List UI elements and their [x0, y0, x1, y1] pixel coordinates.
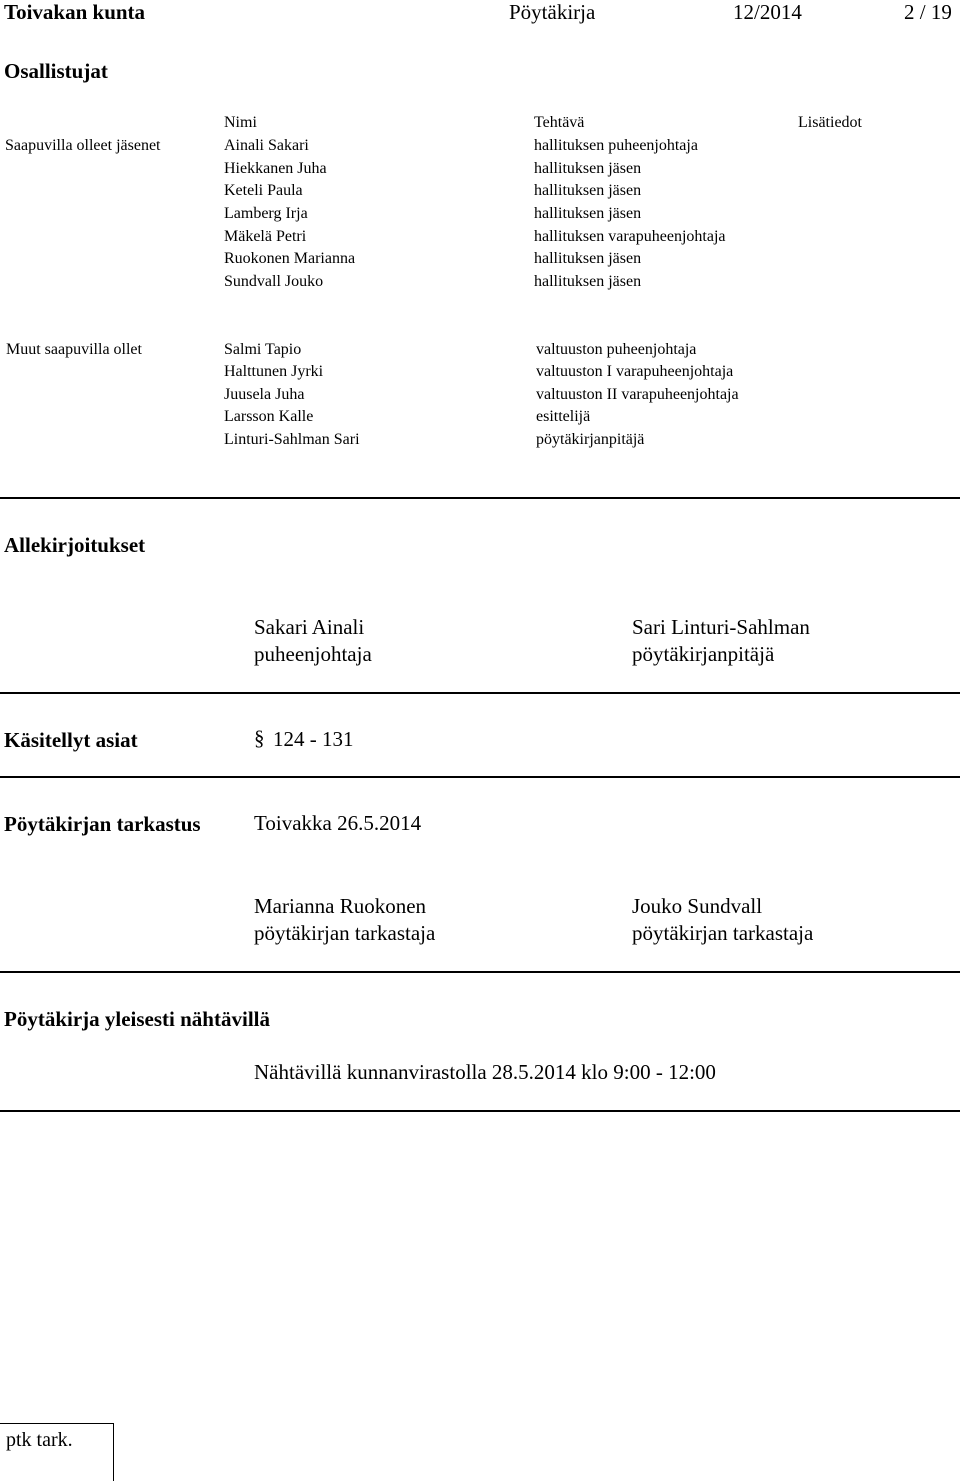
public-availability-title: Pöytäkirja yleisesti nähtävillä: [4, 1007, 270, 1031]
other-role: esittelijä: [536, 408, 591, 425]
member-name: Ruokonen Marianna: [224, 250, 356, 267]
member-role: hallituksen jäsen: [534, 273, 642, 290]
chair-role: puheenjohtaja: [254, 642, 372, 666]
column-header-role: Tehtävä: [534, 114, 585, 131]
divider: [0, 692, 960, 694]
inspection-title: Pöytäkirjan tarkastus: [4, 812, 201, 836]
document-number: 12/2014: [733, 0, 802, 24]
document-type: Pöytäkirja: [509, 0, 596, 24]
secretary-role: pöytäkirjanpitäjä: [632, 642, 775, 666]
divider: [0, 776, 960, 778]
other-role: valtuuston I varapuheenjohtaja: [536, 363, 734, 380]
other-role: pöytäkirjanpitäjä: [536, 431, 645, 448]
other-role: valtuuston puheenjohtaja: [536, 341, 697, 358]
other-name: Linturi-Sahlman Sari: [224, 431, 360, 448]
member-name: Hiekkanen Juha: [224, 160, 327, 177]
inspector-role-2: pöytäkirjan tarkastaja: [632, 921, 814, 945]
member-role: hallituksen puheenjohtaja: [534, 137, 698, 154]
chair-name: Sakari Ainali: [254, 615, 365, 639]
member-name: Lamberg Irja: [224, 205, 308, 222]
other-role: valtuuston II varapuheenjohtaja: [536, 386, 739, 403]
divider: [0, 497, 960, 499]
inspector-name-1: Marianna Ruokonen: [254, 894, 427, 918]
inspection-place-date: Toivakka 26.5.2014: [254, 811, 422, 835]
member-name: Mäkelä Petri: [224, 228, 307, 245]
member-role: hallituksen jäsen: [534, 205, 642, 222]
member-role: hallituksen jäsen: [534, 182, 642, 199]
divider: [0, 971, 960, 973]
member-name: Ainali Sakari: [224, 137, 309, 154]
member-role: hallituksen jäsen: [534, 160, 642, 177]
other-name: Halttunen Jyrki: [224, 363, 324, 380]
section-sign: §: [254, 726, 265, 750]
public-availability-text: Nähtävillä kunnanvirastolla 28.5.2014 klo 9:00 - 12:00: [254, 1060, 716, 1084]
column-header-name: Nimi: [224, 114, 257, 131]
handled-items-title: Käsitellyt asiat: [4, 728, 138, 752]
member-name: Sundvall Jouko: [224, 273, 324, 290]
column-header-info: Lisätiedot: [798, 114, 862, 131]
other-name: Larsson Kalle: [224, 408, 314, 425]
member-role: hallituksen varapuheenjohtaja: [534, 228, 726, 245]
other-name: Juusela Juha: [224, 386, 305, 403]
inspector-initials-label: ptk tark.: [6, 1429, 73, 1451]
inspector-name-2: Jouko Sundvall: [632, 894, 763, 918]
member-name: Keteli Paula: [224, 182, 303, 199]
handled-items-range: 124 - 131: [273, 727, 354, 751]
member-role: hallituksen jäsen: [534, 250, 642, 267]
others-label: Muut saapuvilla ollet: [6, 341, 142, 358]
signatures-title: Allekirjoitukset: [4, 533, 146, 557]
inspector-role-1: pöytäkirjan tarkastaja: [254, 921, 436, 945]
other-name: Salmi Tapio: [224, 341, 302, 358]
secretary-name: Sari Linturi-Sahlman: [632, 615, 810, 639]
municipality-name: Toivakan kunta: [4, 0, 146, 24]
page-number: 2 / 19: [904, 0, 952, 24]
participants-title: Osallistujat: [4, 59, 108, 83]
divider: [0, 1110, 960, 1112]
members-label: Saapuvilla olleet jäsenet: [5, 137, 161, 154]
